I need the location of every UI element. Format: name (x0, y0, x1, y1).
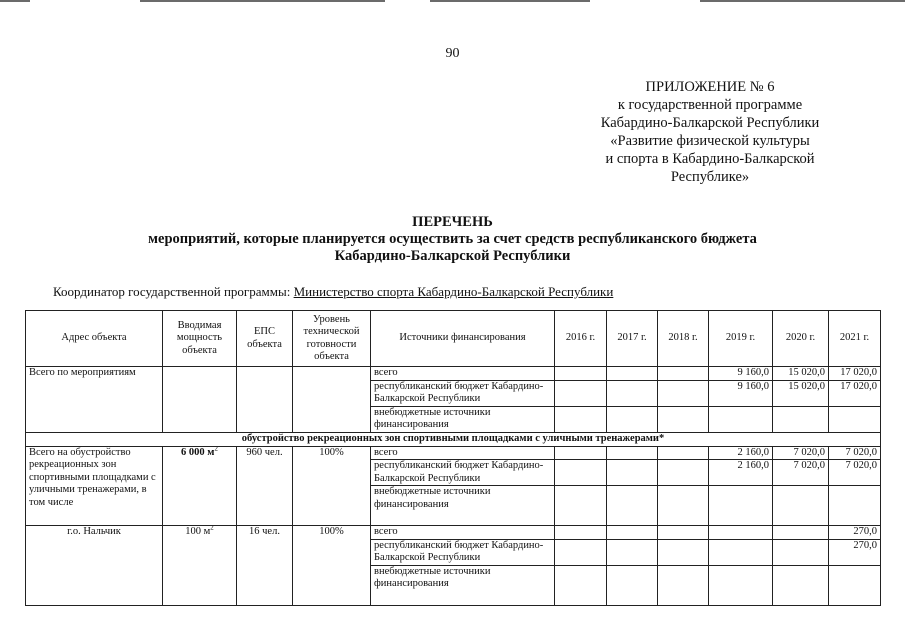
value-cell: 270,0 (829, 526, 881, 540)
source-cell: внебюджетные источники финансирования (371, 486, 555, 526)
coordinator-value: Министерство спорта Кабардино-Балкарской Республики (293, 284, 614, 299)
source-cell: всего (371, 446, 555, 460)
value-cell (658, 446, 709, 460)
value-cell: 7 020,0 (773, 446, 829, 460)
heading-line-2: Кабардино-Балкарской Республики (334, 248, 571, 264)
value-cell (555, 486, 607, 526)
value-cell (607, 367, 658, 381)
value-cell (709, 526, 773, 540)
appendix-line: «Развитие физической культуры (610, 133, 810, 149)
value-cell: 15 020,0 (773, 380, 829, 406)
value-cell: 15 020,0 (773, 367, 829, 381)
value-cell (773, 526, 829, 540)
scan-edge-right (700, 0, 905, 2)
value-cell (555, 367, 607, 381)
value-cell (607, 406, 658, 432)
value-cell (555, 526, 607, 540)
value-cell (773, 539, 829, 565)
value-cell (607, 486, 658, 526)
value-cell (555, 406, 607, 432)
table-row (26, 367, 881, 381)
header-cell: 2020 г. (773, 311, 829, 367)
appendix-line: ПРИЛОЖЕНИЕ № 6 (645, 79, 775, 95)
scan-edge-center (140, 0, 385, 2)
value-cell (709, 539, 773, 565)
value-cell (773, 565, 829, 605)
capacity-unit: 2 (210, 525, 214, 532)
value-cell: 7 020,0 (829, 460, 881, 486)
appendix-line: Кабардино-Балкарской Республики (600, 115, 820, 131)
value-cell (709, 565, 773, 605)
source-cell: республиканский бюджет Кабардино-Балкарской Республики (371, 380, 555, 406)
value-cell (709, 406, 773, 432)
capacity-value: 100 м (185, 526, 211, 537)
heading-title: ПЕРЕЧЕНЬ (412, 214, 493, 230)
value-cell: 7 020,0 (773, 460, 829, 486)
value-cell (658, 406, 709, 432)
header-cell: Источники финансирования (371, 311, 555, 367)
appendix-line: и спорта в Кабардино-Балкарской (605, 151, 815, 167)
value-cell (607, 539, 658, 565)
value-cell (555, 565, 607, 605)
financing-table (25, 310, 881, 606)
value-cell: 17 020,0 (829, 367, 881, 381)
value-cell (555, 446, 607, 460)
scan-edge-mid (430, 0, 590, 2)
page-number: 90 (445, 46, 460, 61)
source-cell: внебюджетные источники финансирования (371, 565, 555, 605)
header-cell: 2021 г. (829, 311, 881, 367)
value-cell (829, 565, 881, 605)
value-cell: 17 020,0 (829, 380, 881, 406)
eps-cell: 960 чел. (237, 446, 293, 526)
header-cell: ЕПС объекта (237, 311, 293, 367)
coordinator-label: Координатор государственной программы: (53, 284, 294, 299)
value-cell (658, 460, 709, 486)
value-cell (555, 539, 607, 565)
header-cell: Вводимая мощность объекта (163, 311, 237, 367)
value-cell (658, 526, 709, 540)
value-cell: 9 160,0 (709, 367, 773, 381)
coordinator-line (53, 284, 613, 300)
value-cell (555, 380, 607, 406)
value-cell (555, 460, 607, 486)
header-cell: 2016 г. (555, 311, 607, 367)
source-cell: республиканский бюджет Кабардино-Балкарской Республики (371, 460, 555, 486)
readiness-cell (293, 367, 371, 433)
value-cell: 9 160,0 (709, 380, 773, 406)
value-cell (829, 406, 881, 432)
document-heading (0, 214, 905, 265)
value-cell: 7 020,0 (829, 446, 881, 460)
header-cell: Уровень технической готовности объекта (293, 311, 371, 367)
value-cell (607, 460, 658, 486)
scan-edge-left (0, 0, 30, 2)
header-cell: Адрес объекта (26, 311, 163, 367)
appendix-line: Республике» (670, 169, 750, 185)
capacity-cell (163, 446, 237, 526)
address-cell: Всего по мероприятиям (26, 367, 163, 433)
value-cell (658, 486, 709, 526)
value-cell (658, 367, 709, 381)
source-cell: внебюджетные источники финансирования (371, 406, 555, 432)
eps-cell: 16 чел. (237, 526, 293, 606)
section-row (26, 432, 881, 446)
section-title: обустройство рекреационных зон спортивными площадками с уличными тренажерами* (26, 432, 881, 446)
value-cell: 270,0 (829, 539, 881, 565)
readiness-cell: 100% (293, 526, 371, 606)
address-cell: г.о. Нальчик (26, 526, 163, 606)
table-row (26, 446, 881, 460)
header-cell: 2017 г. (607, 311, 658, 367)
header-cell: 2018 г. (658, 311, 709, 367)
value-cell (658, 539, 709, 565)
value-cell (773, 406, 829, 432)
source-cell: всего (371, 367, 555, 381)
capacity-value: 6 000 м (181, 446, 215, 458)
value-cell (658, 565, 709, 605)
value-cell (607, 446, 658, 460)
table-row (26, 526, 881, 540)
appendix-line: к государственной программе (617, 97, 803, 113)
source-cell: республиканский бюджет Кабардино-Балкарской Республики (371, 539, 555, 565)
value-cell (829, 486, 881, 526)
readiness-cell: 100% (293, 446, 371, 526)
table-header-row (26, 311, 881, 367)
value-cell (773, 486, 829, 526)
header-cell: 2019 г. (709, 311, 773, 367)
value-cell (607, 380, 658, 406)
address-cell: Всего на обустройство рекреационных зон спортивными площадками с уличными тренажерами, в том числе (26, 446, 163, 526)
capacity-cell (163, 367, 237, 433)
value-cell (607, 565, 658, 605)
heading-line-1: мероприятий, которые планируется осуществить за счет средств республиканского бюджета (148, 231, 757, 247)
eps-cell (237, 367, 293, 433)
value-cell (658, 380, 709, 406)
value-cell (607, 526, 658, 540)
value-cell: 2 160,0 (709, 460, 773, 486)
appendix-block (560, 78, 860, 186)
source-cell: всего (371, 526, 555, 540)
capacity-cell (163, 526, 237, 606)
value-cell: 2 160,0 (709, 446, 773, 460)
capacity-unit: 2 (214, 446, 218, 452)
value-cell (709, 486, 773, 526)
